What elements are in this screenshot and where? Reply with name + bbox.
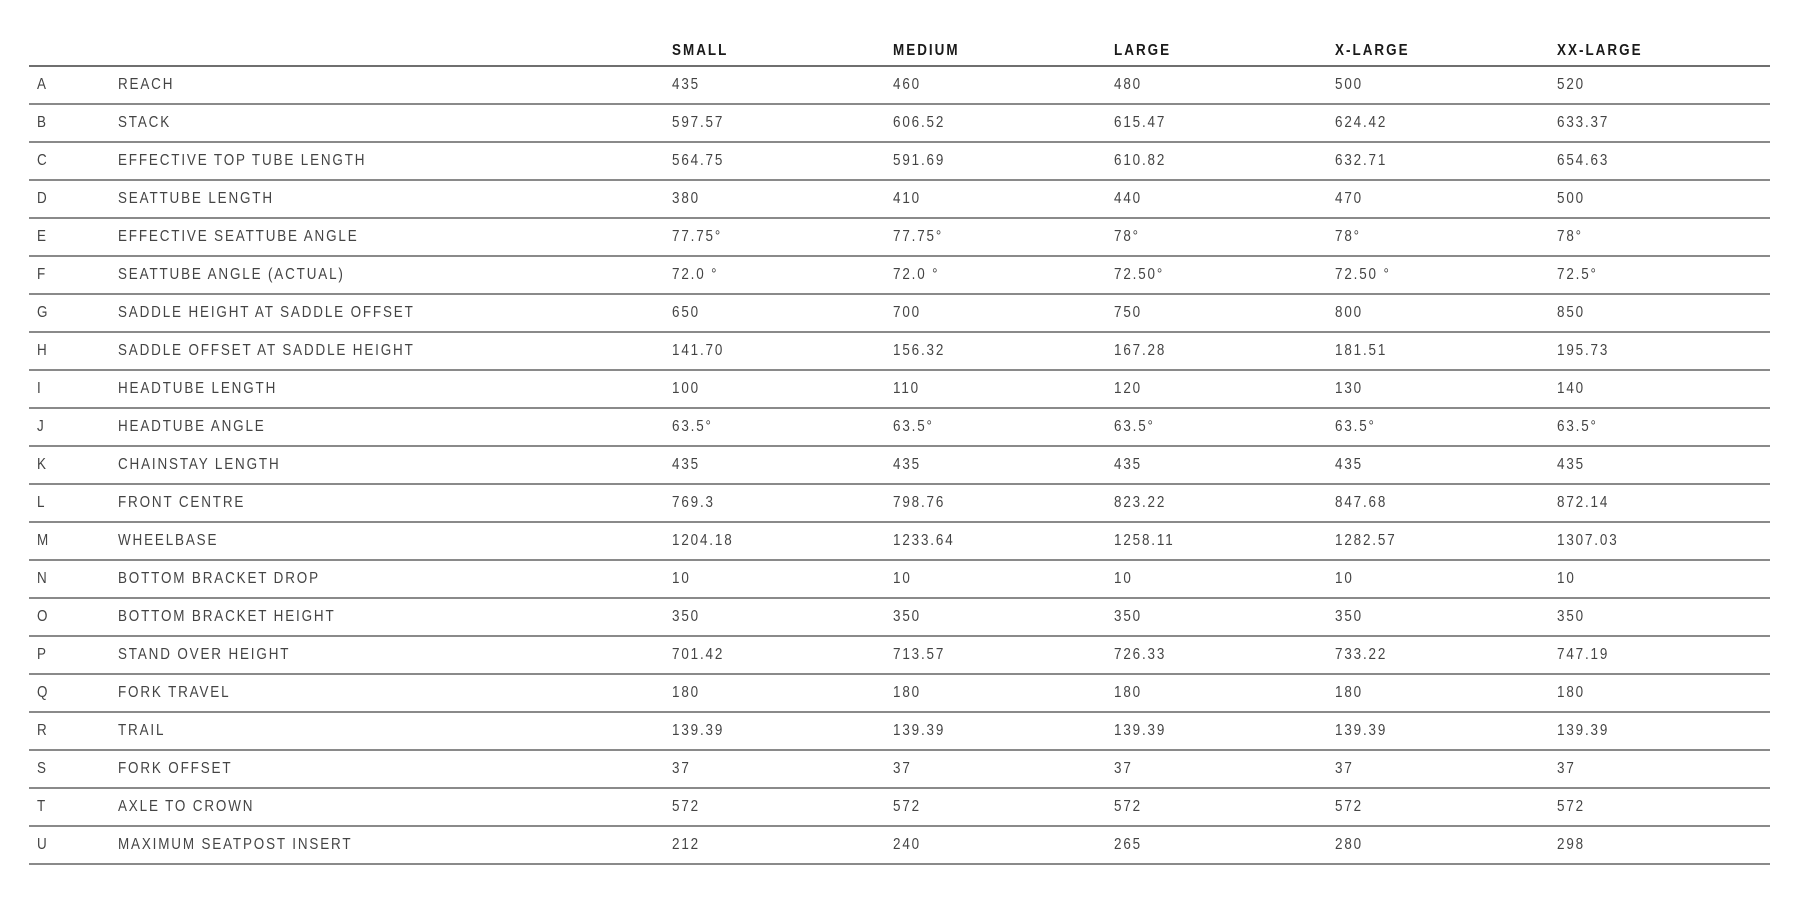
cell-small: 380 <box>672 190 700 207</box>
cell-small: 650 <box>672 304 700 321</box>
cell-x-large: 470 <box>1335 190 1363 207</box>
table-row <box>29 637 1770 675</box>
table-row <box>29 675 1770 713</box>
column-header-x-large: X-LARGE <box>1335 41 1410 59</box>
cell-medium: 350 <box>893 608 921 625</box>
column-header-xx-large: XX-LARGE <box>1557 41 1643 59</box>
cell-xx-large: 78° <box>1557 228 1583 245</box>
column-header-large: LARGE <box>1114 41 1172 59</box>
row-label: REACH <box>118 76 175 93</box>
cell-medium: 156.32 <box>893 342 946 359</box>
cell-xx-large: 350 <box>1557 608 1585 625</box>
cell-xx-large: 872.14 <box>1557 494 1610 511</box>
row-letter: F <box>37 266 48 283</box>
row-letter: G <box>37 304 50 321</box>
row-label: FORK TRAVEL <box>118 684 231 701</box>
cell-small: 63.5° <box>672 418 713 435</box>
table-row <box>29 561 1770 599</box>
row-label: STAND OVER HEIGHT <box>118 646 291 663</box>
row-letter: Q <box>37 684 50 701</box>
cell-xx-large: 654.63 <box>1557 152 1610 169</box>
cell-xx-large: 520 <box>1557 76 1585 93</box>
table-row <box>29 485 1770 523</box>
cell-large: 750 <box>1114 304 1142 321</box>
cell-xx-large: 850 <box>1557 304 1585 321</box>
cell-small: 1204.18 <box>672 532 734 549</box>
cell-medium: 240 <box>893 836 921 853</box>
table-row <box>29 105 1770 143</box>
row-letter: C <box>37 152 49 169</box>
cell-medium: 460 <box>893 76 921 93</box>
table-header-row <box>29 30 1770 67</box>
cell-xx-large: 633.37 <box>1557 114 1610 131</box>
row-label: FORK OFFSET <box>118 760 233 777</box>
cell-small: 564.75 <box>672 152 725 169</box>
cell-medium: 139.39 <box>893 722 946 739</box>
cell-medium: 798.76 <box>893 494 946 511</box>
cell-medium: 77.75° <box>893 228 944 245</box>
row-letter: R <box>37 722 49 739</box>
table-row <box>29 409 1770 447</box>
row-label: TRAIL <box>118 722 166 739</box>
cell-x-large: 632.71 <box>1335 152 1388 169</box>
column-header-small: SMALL <box>672 41 729 59</box>
row-letter: L <box>37 494 47 511</box>
row-letter: P <box>37 646 48 663</box>
cell-xx-large: 180 <box>1557 684 1585 701</box>
cell-x-large: 10 <box>1335 570 1354 587</box>
cell-x-large: 847.68 <box>1335 494 1388 511</box>
cell-large: 350 <box>1114 608 1142 625</box>
cell-xx-large: 298 <box>1557 836 1585 853</box>
cell-small: 180 <box>672 684 700 701</box>
cell-medium: 63.5° <box>893 418 934 435</box>
cell-x-large: 37 <box>1335 760 1354 777</box>
table-row <box>29 447 1770 485</box>
cell-large: 572 <box>1114 798 1142 815</box>
cell-x-large: 733.22 <box>1335 646 1388 663</box>
row-label: HEADTUBE ANGLE <box>118 418 266 435</box>
row-label: AXLE TO CROWN <box>118 798 255 815</box>
row-label: STACK <box>118 114 172 131</box>
cell-xx-large: 10 <box>1557 570 1576 587</box>
cell-large: 615.47 <box>1114 114 1167 131</box>
row-label: SEATTUBE ANGLE (ACTUAL) <box>118 266 345 283</box>
cell-small: 139.39 <box>672 722 725 739</box>
table-row <box>29 219 1770 257</box>
cell-medium: 10 <box>893 570 912 587</box>
cell-medium: 37 <box>893 760 912 777</box>
cell-large: 823.22 <box>1114 494 1167 511</box>
cell-large: 120 <box>1114 380 1142 397</box>
cell-small: 72.0 ° <box>672 266 719 283</box>
row-letter: E <box>37 228 48 245</box>
cell-medium: 606.52 <box>893 114 946 131</box>
cell-x-large: 130 <box>1335 380 1363 397</box>
cell-xx-large: 72.5° <box>1557 266 1598 283</box>
table-row <box>29 333 1770 371</box>
cell-large: 167.28 <box>1114 342 1167 359</box>
cell-medium: 110 <box>893 380 920 397</box>
cell-large: 435 <box>1114 456 1142 473</box>
cell-large: 610.82 <box>1114 152 1167 169</box>
cell-x-large: 435 <box>1335 456 1363 473</box>
table-row <box>29 713 1770 751</box>
row-letter: J <box>37 418 46 435</box>
row-label: BOTTOM BRACKET HEIGHT <box>118 608 336 625</box>
cell-medium: 572 <box>893 798 921 815</box>
cell-large: 72.50° <box>1114 266 1165 283</box>
cell-medium: 435 <box>893 456 921 473</box>
row-label: SADDLE HEIGHT AT SADDLE OFFSET <box>118 304 415 321</box>
cell-large: 180 <box>1114 684 1142 701</box>
cell-small: 141.70 <box>672 342 725 359</box>
row-letter: T <box>37 798 48 815</box>
row-letter: H <box>37 342 49 359</box>
cell-large: 480 <box>1114 76 1142 93</box>
cell-large: 139.39 <box>1114 722 1167 739</box>
row-letter: M <box>37 532 51 549</box>
cell-medium: 180 <box>893 684 921 701</box>
cell-x-large: 280 <box>1335 836 1363 853</box>
row-label: BOTTOM BRACKET DROP <box>118 570 320 587</box>
table-row <box>29 751 1770 789</box>
cell-xx-large: 572 <box>1557 798 1585 815</box>
cell-small: 572 <box>672 798 700 815</box>
geometry-table <box>29 30 1770 865</box>
table-row <box>29 181 1770 219</box>
table-row <box>29 599 1770 637</box>
row-letter: U <box>37 836 49 853</box>
row-letter: N <box>37 570 49 587</box>
cell-x-large: 350 <box>1335 608 1363 625</box>
table-row <box>29 143 1770 181</box>
cell-medium: 700 <box>893 304 921 321</box>
row-label: CHAINSTAY LENGTH <box>118 456 281 473</box>
table-row <box>29 67 1770 105</box>
cell-x-large: 624.42 <box>1335 114 1388 131</box>
cell-medium: 410 <box>893 190 921 207</box>
cell-xx-large: 37 <box>1557 760 1576 777</box>
cell-small: 597.57 <box>672 114 725 131</box>
cell-x-large: 72.50 ° <box>1335 266 1391 283</box>
cell-x-large: 800 <box>1335 304 1363 321</box>
table-row <box>29 827 1770 865</box>
cell-small: 77.75° <box>672 228 723 245</box>
cell-small: 212 <box>672 836 700 853</box>
cell-x-large: 139.39 <box>1335 722 1388 739</box>
cell-x-large: 181.51 <box>1335 342 1388 359</box>
cell-large: 1258.11 <box>1114 532 1175 549</box>
cell-large: 440 <box>1114 190 1142 207</box>
cell-large: 37 <box>1114 760 1133 777</box>
table-row <box>29 523 1770 561</box>
cell-xx-large: 747.19 <box>1557 646 1610 663</box>
cell-xx-large: 63.5° <box>1557 418 1598 435</box>
cell-xx-large: 1307.03 <box>1557 532 1619 549</box>
table-row <box>29 789 1770 827</box>
cell-medium: 1233.64 <box>893 532 955 549</box>
cell-medium: 72.0 ° <box>893 266 940 283</box>
cell-large: 265 <box>1114 836 1142 853</box>
cell-small: 10 <box>672 570 691 587</box>
cell-x-large: 500 <box>1335 76 1363 93</box>
cell-xx-large: 139.39 <box>1557 722 1610 739</box>
cell-large: 78° <box>1114 228 1140 245</box>
cell-x-large: 1282.57 <box>1335 532 1397 549</box>
cell-small: 37 <box>672 760 691 777</box>
table-row <box>29 295 1770 333</box>
cell-x-large: 63.5° <box>1335 418 1376 435</box>
table-row <box>29 257 1770 295</box>
cell-large: 10 <box>1114 570 1133 587</box>
row-label: SEATTUBE LENGTH <box>118 190 274 207</box>
row-label: MAXIMUM SEATPOST INSERT <box>118 836 353 853</box>
cell-large: 63.5° <box>1114 418 1155 435</box>
row-letter: S <box>37 760 48 777</box>
row-label: HEADTUBE LENGTH <box>118 380 278 397</box>
cell-medium: 591.69 <box>893 152 946 169</box>
row-letter: O <box>37 608 50 625</box>
row-label: SADDLE OFFSET AT SADDLE HEIGHT <box>118 342 415 359</box>
cell-xx-large: 500 <box>1557 190 1585 207</box>
row-label: WHEELBASE <box>118 532 219 549</box>
cell-xx-large: 140 <box>1557 380 1585 397</box>
cell-small: 701.42 <box>672 646 725 663</box>
cell-x-large: 180 <box>1335 684 1363 701</box>
row-letter: B <box>37 114 48 131</box>
row-letter: I <box>37 380 43 397</box>
row-label: FRONT CENTRE <box>118 494 246 511</box>
cell-x-large: 78° <box>1335 228 1361 245</box>
column-header-medium: MEDIUM <box>893 41 960 59</box>
row-letter: A <box>37 76 48 93</box>
cell-small: 435 <box>672 76 700 93</box>
cell-small: 435 <box>672 456 700 473</box>
row-letter: K <box>37 456 48 473</box>
row-label: EFFECTIVE SEATTUBE ANGLE <box>118 228 359 245</box>
cell-large: 726.33 <box>1114 646 1167 663</box>
table-row <box>29 371 1770 409</box>
cell-xx-large: 435 <box>1557 456 1585 473</box>
cell-x-large: 572 <box>1335 798 1363 815</box>
row-letter: D <box>37 190 49 207</box>
table-body <box>29 67 1770 865</box>
row-label: EFFECTIVE TOP TUBE LENGTH <box>118 152 367 169</box>
cell-medium: 713.57 <box>893 646 946 663</box>
cell-small: 769.3 <box>672 494 715 511</box>
cell-small: 350 <box>672 608 700 625</box>
cell-xx-large: 195.73 <box>1557 342 1610 359</box>
cell-small: 100 <box>672 380 700 397</box>
